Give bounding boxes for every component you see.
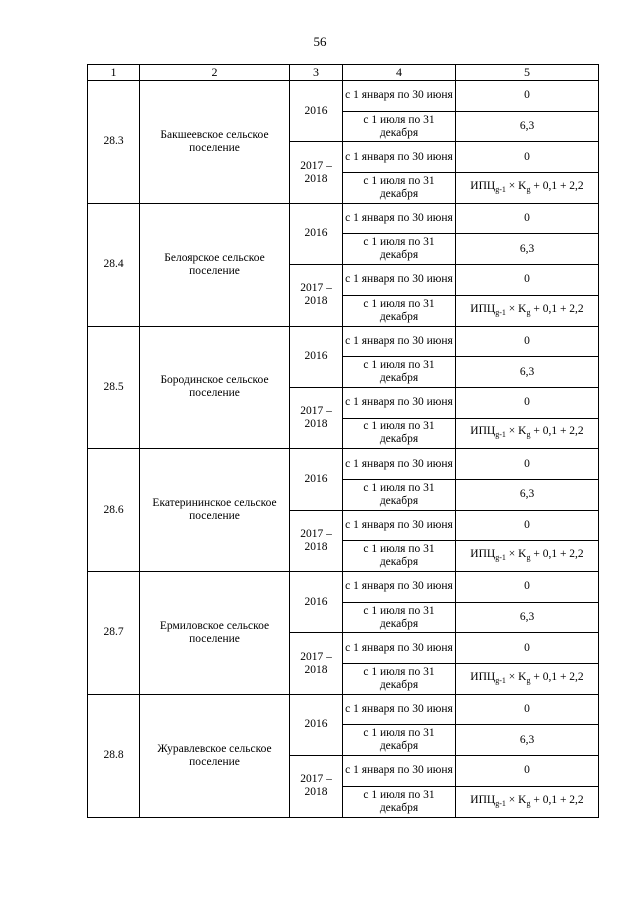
year-cell: 2017 – 2018	[290, 142, 343, 203]
formula-k-subscript: g	[526, 307, 531, 317]
value-cell	[456, 173, 599, 204]
year-cell: 2017 – 2018	[290, 510, 343, 571]
value-cell: 6,3	[456, 602, 599, 633]
period-cell: с 1 января по 30 июня	[343, 326, 456, 357]
value-cell: 0	[456, 449, 599, 480]
tariff-formula	[470, 180, 583, 192]
value-cell: 0	[456, 694, 599, 725]
value-cell: 0	[456, 203, 599, 234]
formula-k: K	[518, 670, 527, 683]
settlement-name: Бородинское сельское поселение	[140, 326, 290, 449]
settlement-name: Журавлевское сельское поселение	[140, 694, 290, 817]
period-cell: с 1 января по 30 июня	[343, 694, 456, 725]
period-cell: с 1 января по 30 июня	[343, 142, 456, 173]
period-cell: с 1 июля по 31 декабря	[343, 418, 456, 449]
table-row	[88, 694, 599, 725]
formula-tail: + 0,1 + 2,2	[530, 670, 584, 683]
period-cell: с 1 января по 30 июня	[343, 81, 456, 112]
column-header: 1	[88, 65, 140, 81]
year-cell: 2016	[290, 449, 343, 510]
table-row	[88, 81, 599, 112]
period-cell: с 1 января по 30 июня	[343, 387, 456, 418]
tariff-table	[87, 64, 599, 818]
formula-ipc: ИПЦ	[470, 548, 496, 561]
column-header: 4	[343, 65, 456, 81]
period-cell: с 1 июля по 31 декабря	[343, 479, 456, 510]
tariff-table-body	[88, 65, 599, 818]
period-cell: с 1 июля по 31 декабря	[343, 357, 456, 388]
value-cell: 6,3	[456, 479, 599, 510]
period-cell: с 1 июля по 31 декабря	[343, 541, 456, 572]
formula-k: K	[518, 793, 527, 806]
value-cell: 0	[456, 265, 599, 296]
table-row	[88, 326, 599, 357]
formula-k-subscript: g	[526, 798, 531, 808]
item-number: 28.6	[88, 449, 140, 572]
year-cell: 2017 – 2018	[290, 756, 343, 817]
formula-tail: + 0,1 + 2,2	[530, 179, 584, 192]
formula-times: ×	[505, 793, 519, 806]
settlement-name: Бакшеевское сельское поселение	[140, 81, 290, 204]
formula-times: ×	[505, 302, 519, 315]
period-cell: с 1 июля по 31 декабря	[343, 295, 456, 326]
period-cell: с 1 июля по 31 декабря	[343, 725, 456, 756]
year-cell: 2017 – 2018	[290, 387, 343, 448]
formula-tail: + 0,1 + 2,2	[530, 425, 584, 438]
settlement-name: Белоярское сельское поселение	[140, 203, 290, 326]
formula-ipc: ИПЦ	[470, 670, 496, 683]
formula-k: K	[518, 548, 527, 561]
item-number: 28.7	[88, 572, 140, 695]
formula-k-subscript: g	[526, 675, 531, 685]
tariff-formula	[470, 794, 583, 806]
value-cell: 6,3	[456, 725, 599, 756]
value-cell	[456, 786, 599, 817]
formula-times: ×	[505, 670, 519, 683]
period-cell: с 1 января по 30 июня	[343, 510, 456, 541]
period-cell: с 1 января по 30 июня	[343, 756, 456, 787]
table-row	[88, 203, 599, 234]
formula-k-subscript: g	[526, 430, 531, 440]
period-cell: с 1 января по 30 июня	[343, 265, 456, 296]
formula-ipc-subscript: g-1	[495, 430, 506, 440]
year-cell: 2016	[290, 326, 343, 387]
value-cell	[456, 418, 599, 449]
year-cell: 2017 – 2018	[290, 265, 343, 326]
formula-tail: + 0,1 + 2,2	[530, 548, 584, 561]
formula-ipc: ИПЦ	[470, 302, 496, 315]
value-cell: 0	[456, 572, 599, 603]
formula-ipc-subscript: g-1	[495, 184, 506, 194]
settlement-name: Екатерининское сельское поселение	[140, 449, 290, 572]
year-cell: 2016	[290, 81, 343, 142]
settlement-name: Ермиловское сельское поселение	[140, 572, 290, 695]
period-cell: с 1 января по 30 июня	[343, 203, 456, 234]
formula-tail: + 0,1 + 2,2	[530, 793, 584, 806]
item-number: 28.4	[88, 203, 140, 326]
value-cell: 0	[456, 387, 599, 418]
tariff-formula	[470, 548, 584, 563]
value-cell: 0	[456, 81, 599, 112]
column-header: 2	[140, 65, 290, 81]
tariff-formula	[470, 425, 584, 440]
year-cell: 2016	[290, 203, 343, 264]
formula-k: K	[518, 302, 527, 315]
table-row	[88, 449, 599, 480]
value-cell: 0	[456, 756, 599, 787]
formula-ipc-subscript: g-1	[495, 307, 506, 317]
formula-ipc: ИПЦ	[470, 425, 496, 438]
formula-ipc-subscript: g-1	[495, 675, 506, 685]
period-cell: с 1 июля по 31 декабря	[343, 234, 456, 265]
year-cell: 2017 – 2018	[290, 633, 343, 694]
value-cell: 6,3	[456, 111, 599, 142]
item-number: 28.8	[88, 694, 140, 817]
period-cell: с 1 июля по 31 декабря	[343, 173, 456, 204]
formula-ipc: ИПЦ	[470, 793, 496, 806]
page-number: 56	[313, 34, 327, 49]
period-cell: с 1 января по 30 июня	[343, 633, 456, 664]
item-number: 28.3	[88, 81, 140, 204]
tariff-formula	[470, 671, 583, 683]
item-number: 28.5	[88, 326, 140, 449]
value-cell	[456, 295, 599, 326]
period-cell: с 1 июля по 31 декабря	[343, 786, 456, 817]
formula-k: K	[518, 179, 527, 192]
value-cell: 6,3	[456, 357, 599, 388]
column-header: 5	[456, 65, 599, 81]
formula-ipc-subscript: g-1	[495, 798, 506, 808]
period-cell: с 1 июля по 31 декабря	[343, 664, 456, 695]
period-cell: с 1 июля по 31 декабря	[343, 111, 456, 142]
period-cell: с 1 июля по 31 декабря	[343, 602, 456, 633]
period-cell: с 1 января по 30 июня	[343, 449, 456, 480]
formula-k-subscript: g	[526, 553, 531, 563]
formula-tail: + 0,1 + 2,2	[530, 302, 584, 315]
table-header-row	[88, 65, 599, 81]
year-cell: 2016	[290, 694, 343, 755]
formula-times: ×	[505, 425, 519, 438]
formula-ipc-subscript: g-1	[495, 553, 506, 563]
value-cell	[456, 664, 599, 695]
value-cell: 0	[456, 633, 599, 664]
value-cell	[456, 541, 599, 572]
value-cell: 0	[456, 510, 599, 541]
formula-k: K	[518, 425, 527, 438]
table-row	[88, 572, 599, 603]
year-cell: 2016	[290, 572, 343, 633]
value-cell: 6,3	[456, 234, 599, 265]
period-cell: с 1 января по 30 июня	[343, 572, 456, 603]
column-header: 3	[290, 65, 343, 81]
value-cell: 0	[456, 326, 599, 357]
formula-times: ×	[505, 548, 519, 561]
formula-k-subscript: g	[526, 184, 531, 194]
formula-ipc: ИПЦ	[470, 179, 496, 192]
value-cell: 0	[456, 142, 599, 173]
formula-times: ×	[505, 179, 519, 192]
tariff-formula	[470, 303, 583, 315]
